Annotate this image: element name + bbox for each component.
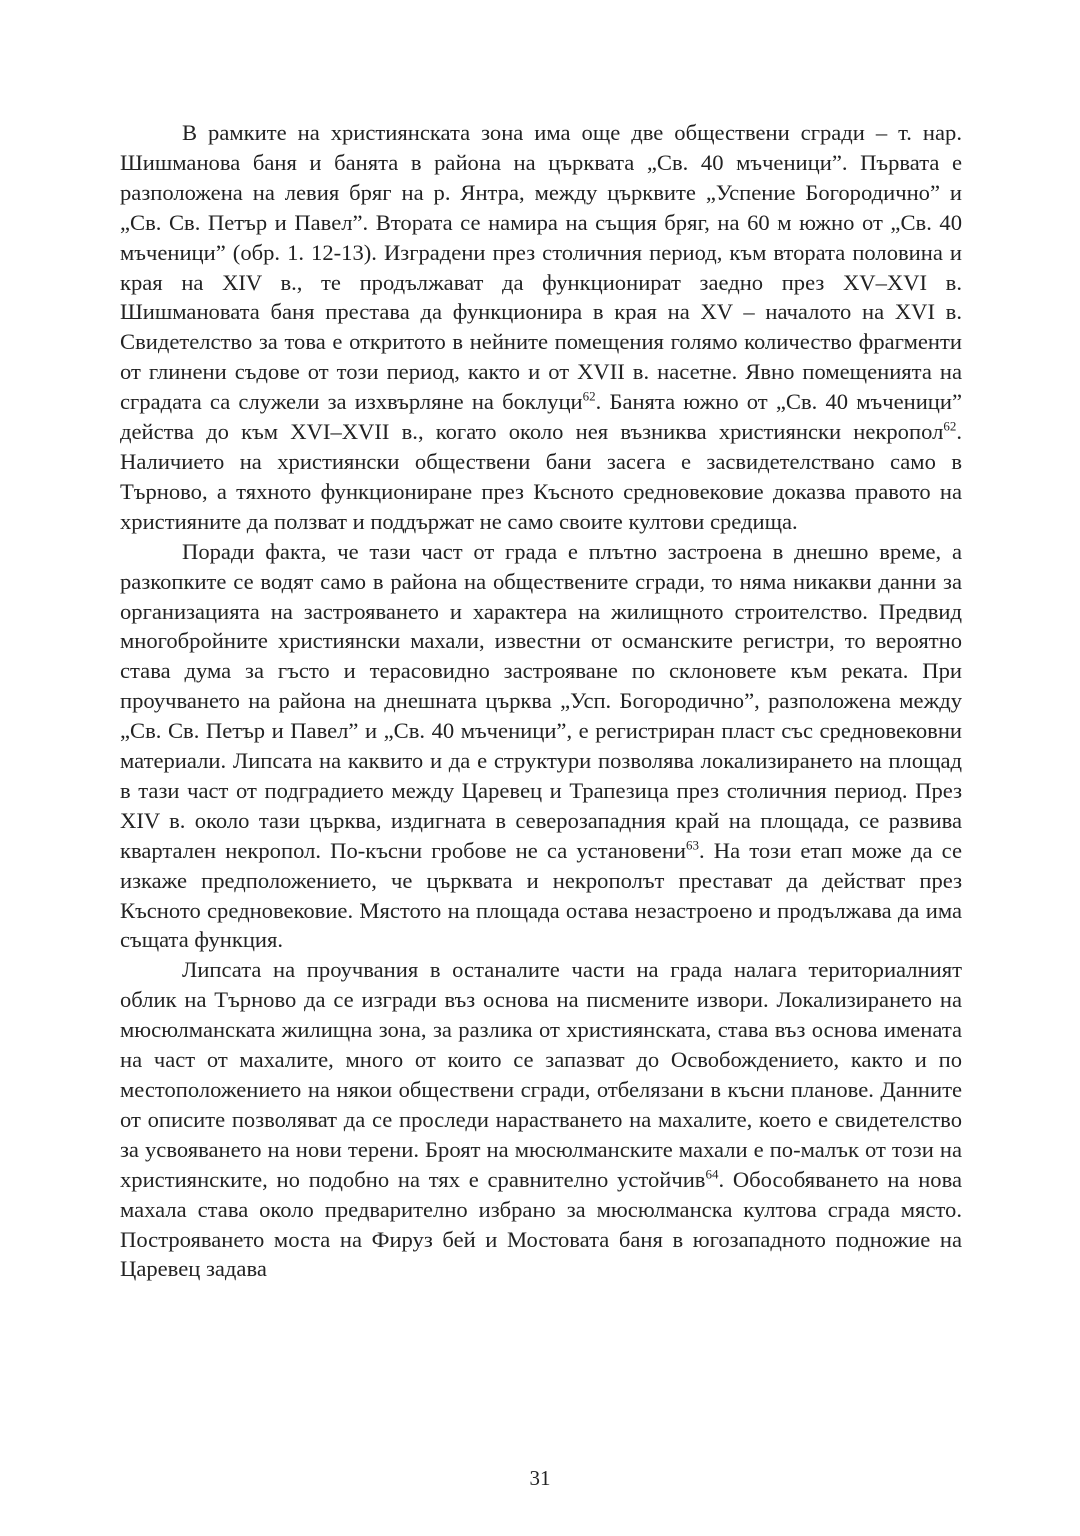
footnote-ref-63: 63 bbox=[686, 837, 700, 853]
paragraph-1-text: . Наличието на християнски обществени бани засега е засвидетелствано само в Търново, а тяхното функциониране през Късното средновековие доказва правото на християните да ползват и поддържат не само своите култови средища. bbox=[120, 419, 962, 534]
paragraph-1-text: В рамките на християнската зона има още две обществени сгради – т. нар. Шишманова баня и банята в района на църквата „Св. 40 мъченици”. Първата е разположена на левия бряг на р. Янтра, между църквите „Успение Богородично” и „Св. Св. Петър и Павел”. Втората се намира на същия бряг, на 60 м южно от „Св. 40 мъченици” (обр. 1. 12-13). Изградени през столичния период, към втората половина и края на XIV в., те продължават да функционират заедно през XV–XVI в. Шишмановата баня престава да функционира в края на XV – началото на XVI в. Свидетелство за това е откритото в нейните помещения голямо количество фрагменти от глинени съдове от този период, както и от XVII в. насетне. Явно помещенията на сградата са служели за изхвърляне на боклуци bbox=[120, 120, 962, 415]
paragraph-2-text: . На този етап може да се изкаже предположението, че църквата и некрополът престават да действат през Късното средновековие. Мястото на площада остава незастроено и продължава да има същата функция. bbox=[120, 837, 962, 953]
paragraph-3-text: Липсата на проучвания в останалите части на града налага териториалният облик на Търново да се изгради въз основа на писмените извори. Локализирането на мюсюлманската жилищна зона, за разлика от християнската, става въз основа имената на част от махалите, много от които се запазват до Освобождението, както и по местоположението на някои обществени сгради, отбелязани в късни планове. Данните от описите позволяват да се проследи нарастването на махалите, което е свидетелство за усвояването на нови терени. Броят на мюсюлманските махали е по-малък от този на християнските, но подобно на тях е сравнително устойчив bbox=[120, 957, 962, 1192]
paragraph-1-text: . Банята южно от „Св. 40 мъченици” действа до към XVI–XVII в., когато около нея възниква християнски некропол bbox=[120, 389, 962, 445]
footnote-ref-62: 62 bbox=[582, 388, 596, 404]
footnote-ref-62: 62 bbox=[943, 418, 957, 434]
paragraph-3 bbox=[120, 955, 962, 1284]
page-body bbox=[120, 118, 962, 1284]
paragraph-2 bbox=[120, 537, 962, 956]
paragraph-2-text: Поради факта, че тази част от града е плътно застроена в днешно време, а разкопките се водят само в района на обществените сгради, то няма никакви данни за организацията на застрояването и характера на жилищното строителство. Предвид многобройните християнски махали, известни от османските регистри, то вероятно става дума за гъсто и терасовидно застрояване по склоновете към реката. При проучването на района на днешната църква „Усп. Богородично”, разположена между „Св. Св. Петър и Павел” и „Св. 40 мъченици”, е регистриран пласт със средновековни материали. Липсата на каквито и да е структури позволява локализирането на площад в тази част от подградието между Царевец и Трапезица през столичния период. През XIV в. около тази църква, издигната в северозападния край на площада, се развива квартален некропол. По-късни гробове не са установени bbox=[120, 538, 962, 863]
page-number: 31 bbox=[529, 1466, 551, 1490]
footnote-ref-64: 64 bbox=[705, 1166, 719, 1182]
paragraph-3-text: . Обособяването на нова махала става около предварително избрано за мюсюлманска култова сграда място. Построяването моста на Фируз бей и Мостовата баня в югозападното подножие на Царевец задава bbox=[120, 1166, 962, 1282]
paragraph-1 bbox=[120, 118, 962, 537]
